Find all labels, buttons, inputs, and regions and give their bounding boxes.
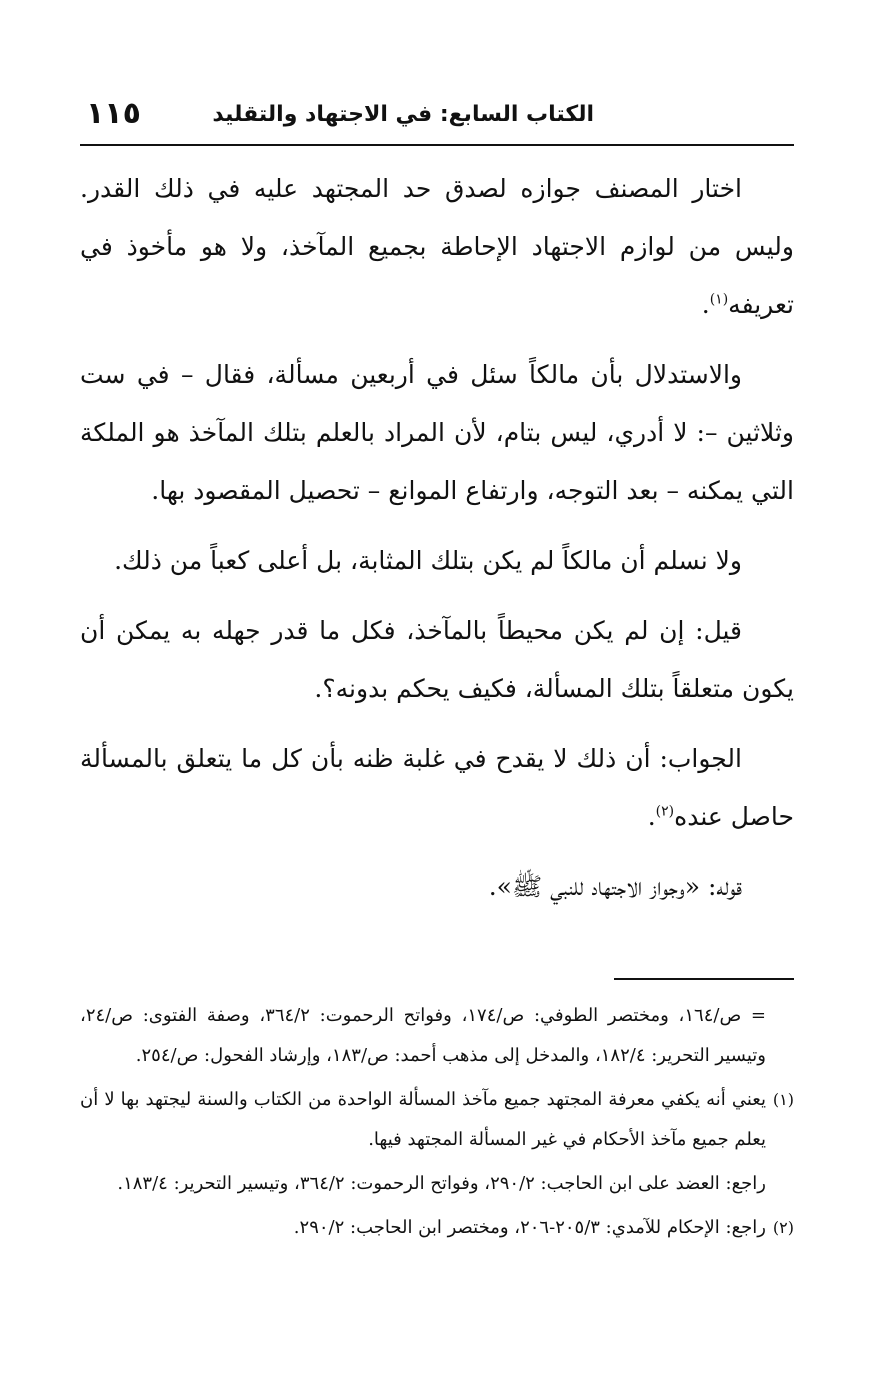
page-number: ١١٥: [86, 96, 141, 131]
paragraph-5-text: الجواب: أن ذلك لا يقدح في غلبة ظنه بأن كل ما يتعلق بالمسألة حاصل عنده: [80, 744, 794, 831]
footnote-separator: [614, 978, 794, 980]
footnote-1-text: يعني أنه يكفي معرفة المجتهد جميع مآخذ المسألة الواحدة من الكتاب والسنة ليجتهد بها لا أن يعلم جميع مآخذ الأحكام في غير المسألة المجتهد فيها.: [80, 1089, 766, 1150]
paragraph-4: قيل: إن لم يكن محيطاً بالمآخذ، فكل ما قدر جهله به يمكن أن يكون متعلقاً بتلك المسألة، فكيف يحكم بدونه؟.: [80, 616, 794, 703]
paragraph-1-text: اختار المصنف جوازه لصدق حد المجتهد عليه في ذلك القدر. وليس من لوازم الاجتهاد الإحاطة بجميع المآخذ، ولا هو مأخوذ في تعريفه: [80, 174, 794, 319]
footnote-1-reference: راجع: العضد على ابن الحاجب: ٢٩٠/٢، وفواتح الرحموت: ٣٦٤/٢، وتيسير التحرير: ١٨٣/٤.: [117, 1173, 766, 1194]
paragraph-1-tail: .: [701, 290, 710, 319]
paragraph-5-tail: .: [647, 802, 656, 831]
book-page: [80, 92, 794, 1252]
footnote-1: [80, 1080, 794, 1160]
paragraph-3: ولا نسلم أن مالكاً لم يكن بتلك المثابة، بل أعلى كعباً من ذلك.: [114, 546, 742, 575]
paragraph-5: [80, 730, 794, 846]
running-title: الكتاب السابع: في الاجتهاد والتقليد: [212, 102, 594, 127]
footnote-1-marker: (١): [772, 1090, 794, 1109]
footnote-2-text: راجع: الإحكام للآمدي: ٢٠٥/٣-٢٠٦، ومختصر ابن الحاجب: ٢٩٠/٢.: [293, 1217, 766, 1238]
running-header: [80, 92, 794, 146]
footnote-2-marker: (٢): [772, 1218, 794, 1237]
paragraph-2: والاستدلال بأن مالكاً سئل في أربعين مسألة، فقال – في ست وثلاثين –: لا أدري، ليس بتام، لأن المراد بالعلم بتلك المآخذ هو الملكة التي يمكنه – بعد التوجه، وارتفاع الموانع – تحصيل المقصود بها.: [80, 360, 794, 505]
footnote-ref-2: (٢): [655, 803, 675, 820]
footnote-continuation: = ص/١٦٤، ومختصر الطوفي: ص/١٧٤، وفواتح الرحموت: ٣٦٤/٢، وصفة الفتوى: ص/٢٤، وتيسير التحرير: ١٨٢/٤، والمدخل إلى مذهب أحمد: ص/١٨٣، وإرشاد الفحول: ص/٢٥٤.: [80, 1005, 767, 1066]
main-text: [80, 160, 794, 916]
footnote-2: [80, 1208, 794, 1248]
footnotes: [80, 996, 794, 1248]
paragraph-1: [80, 160, 794, 334]
footnote-ref-1: (١): [709, 291, 729, 308]
paragraph-6-quote: قوله: «وجواز الاجتهاد للنبي ﷺ».: [488, 872, 742, 901]
